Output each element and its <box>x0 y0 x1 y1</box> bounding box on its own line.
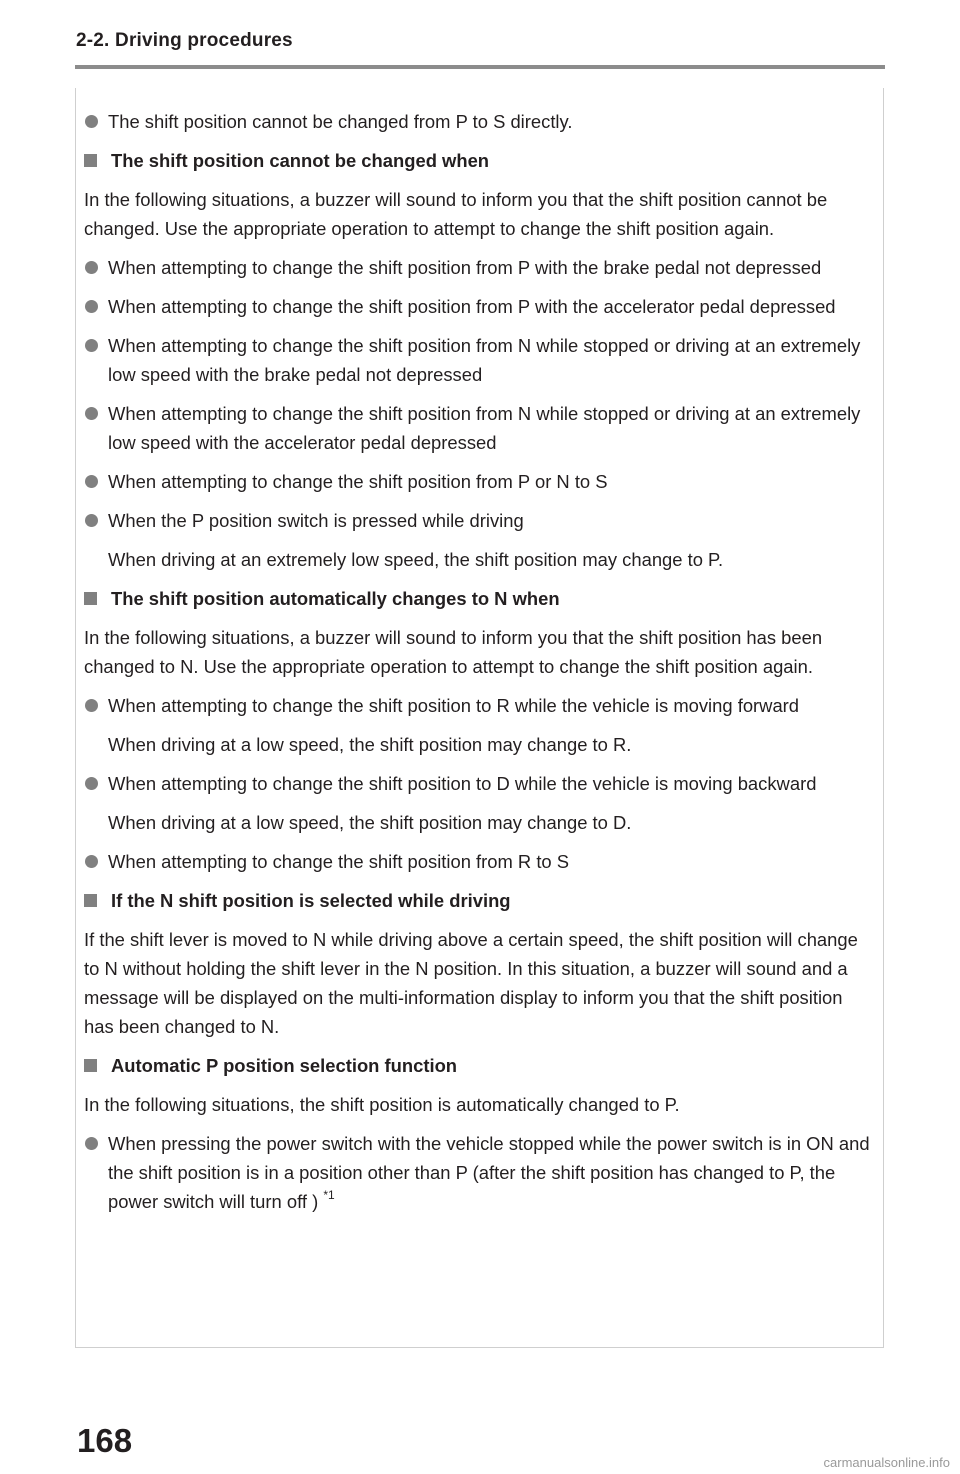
bullet-text: When attempting to change the shift position from N while stopped or driving at an extremely low speed with the accelerator pedal depressed <box>108 403 861 453</box>
bullet-text: When attempting to change the shift position from P with the accelerator pedal depressed <box>108 296 836 317</box>
heading-square-icon <box>84 592 97 605</box>
section-heading <box>84 584 876 613</box>
page-number: 168 <box>77 1422 133 1459</box>
heading-text: The shift position cannot be changed when <box>111 150 490 171</box>
section-heading <box>84 1051 876 1080</box>
bullet-dot-icon <box>85 777 98 790</box>
section-heading <box>84 146 876 175</box>
heading-text: Automatic P position selection function <box>111 1055 458 1076</box>
paragraph: In the following situations, a buzzer will sound to inform you that the shift position has been changed to N. Use the appropriate operation to attempt to change the shift position again. <box>84 627 823 677</box>
bullet-dot-icon <box>85 855 98 868</box>
bullet-item <box>84 331 876 389</box>
bullet-dot-icon <box>85 261 98 274</box>
content-area <box>84 107 876 1226</box>
paragraph: In the following situations, a buzzer will sound to inform you that the shift position cannot be changed. Use the appropriate operation to attempt to change the shift position again. <box>84 189 828 239</box>
bullet-text: When attempting to change the shift position to R while the vehicle is moving forward <box>108 695 800 716</box>
bullet-dot-icon <box>85 699 98 712</box>
heading-text: If the N shift position is selected while driving <box>111 890 511 911</box>
bullet-text: When the P position switch is pressed while driving <box>108 510 524 531</box>
bullet-dot-icon <box>85 339 98 352</box>
bullet-text: When pressing the power switch with the vehicle stopped while the power switch is in ON and the shift position is in a position other than P (after the shift position has changed to P, the power switch will turn off ) <box>108 1133 870 1212</box>
bullet-item <box>84 253 876 282</box>
heading-text: The shift position automatically changes to N when <box>111 588 560 609</box>
bullet-item <box>84 691 876 720</box>
section-header: 2-2. Driving procedures <box>76 30 293 51</box>
bullet-item <box>84 847 876 876</box>
heading-square-icon <box>84 154 97 167</box>
bullet-text: When attempting to change the shift position from N while stopped or driving at an extremely low speed with the brake pedal not depressed <box>108 335 861 385</box>
watermark: carmanualsonline.info <box>823 1455 950 1470</box>
bullet-item <box>84 1129 876 1216</box>
header-rule <box>75 65 885 69</box>
bullet-text: When attempting to change the shift position from P or N to S <box>108 471 608 492</box>
heading-square-icon <box>84 1059 97 1072</box>
bullet-item <box>84 467 876 496</box>
bullet-item <box>84 292 876 321</box>
paragraph: If the shift lever is moved to N while driving above a certain speed, the shift position will change to N without holding the shift lever in the N position. In this situation, a buzzer will sound and a message will be displayed on the multi-information display to inform you that the shift position has been changed to N. <box>84 929 858 1037</box>
bullet-item <box>84 769 876 798</box>
bullet-dot-icon <box>85 1137 98 1150</box>
bullet-item <box>84 107 876 136</box>
bullet-text: The shift position cannot be changed from P to S directly. <box>108 111 573 132</box>
bullet-note: When driving at a low speed, the shift position may change to D. <box>108 812 632 833</box>
bullet-dot-icon <box>85 407 98 420</box>
bullet-text: When attempting to change the shift position from P with the brake pedal not depressed <box>108 257 822 278</box>
bullet-item <box>84 399 876 457</box>
footnote-ref: *1 <box>323 1188 335 1202</box>
bullet-dot-icon <box>85 300 98 313</box>
bullet-note: When driving at an extremely low speed, the shift position may change to P. <box>108 549 724 570</box>
bullet-text: When attempting to change the shift position from R to S <box>108 851 570 872</box>
paragraph: In the following situations, the shift position is automatically changed to P. <box>84 1094 680 1115</box>
section-heading <box>84 886 876 915</box>
bullet-dot-icon <box>85 475 98 488</box>
bullet-item <box>84 506 876 535</box>
bullet-dot-icon <box>85 514 98 527</box>
bullet-note: When driving at a low speed, the shift position may change to R. <box>108 734 632 755</box>
heading-square-icon <box>84 894 97 907</box>
bullet-text: When attempting to change the shift position to D while the vehicle is moving backward <box>108 773 817 794</box>
bullet-dot-icon <box>85 115 98 128</box>
